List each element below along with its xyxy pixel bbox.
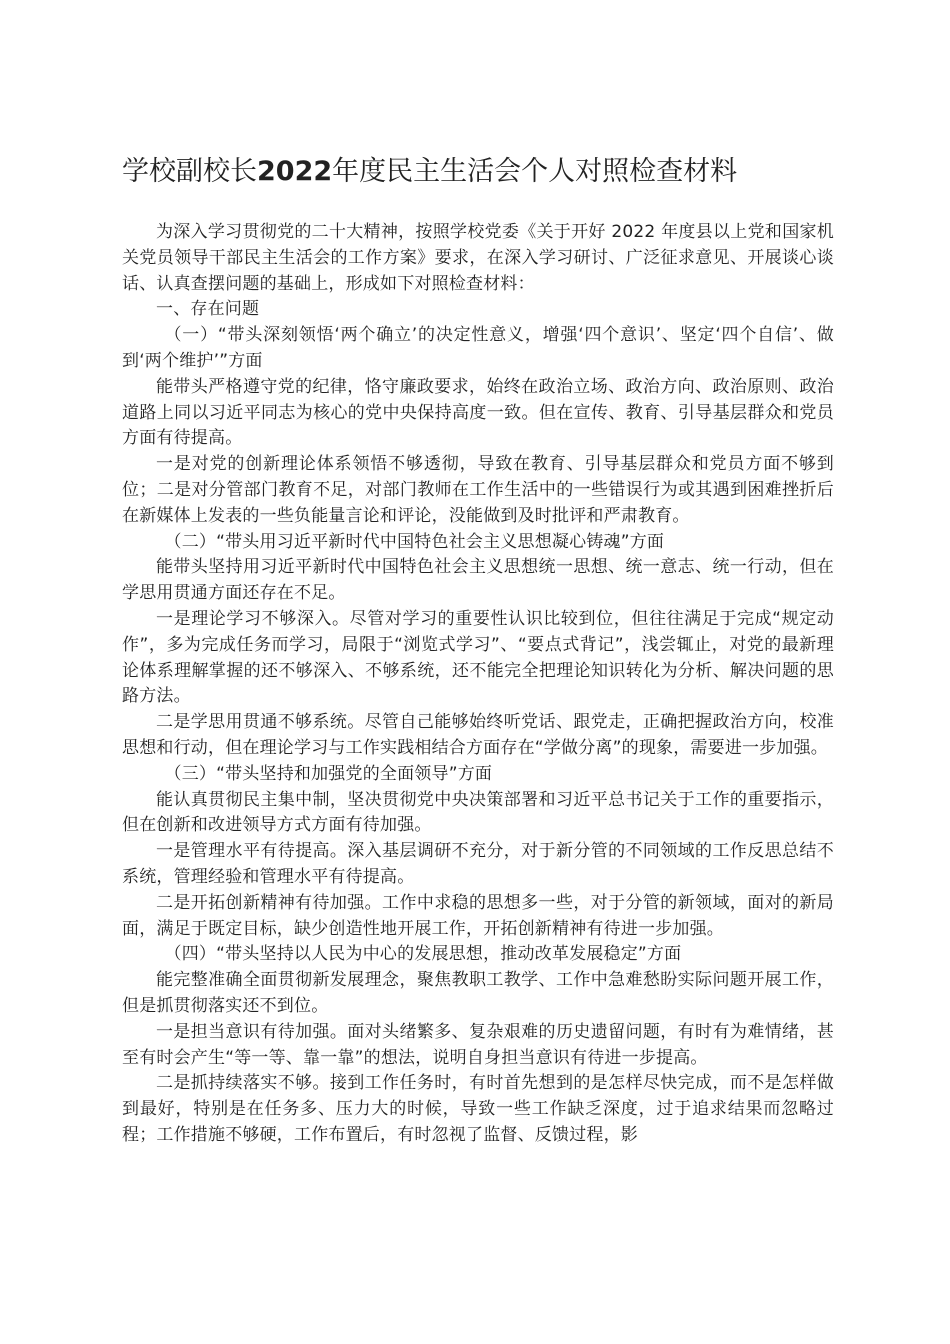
subsection-heading-2: （二）“带头用习近平新时代中国特色社会主义思想凝心铸魂”方面 xyxy=(164,531,665,552)
body-paragraph: 能带头严格遵守党的纪律，恪守廉政要求，始终在政治立场、政治方向、政治原则、政治道路上同以习近平同志为核心的党中央保持高度一致。但在宣传、教育、引导基层群众和党员方面有待提高。 xyxy=(122,376,834,449)
subsection-heading-1: （一）“带头深刻领悟‘两个确立’的决定性意义，增强‘四个意识’、坚定‘四个自信’、做到‘两个维护’”方面 xyxy=(122,325,834,371)
subsection-heading-4: （四）“带头坚持以人民为中心的发展思想，推动改革发展稳定”方面 xyxy=(164,944,682,965)
body-paragraph: 二是抓持续落实不够。接到工作任务时，有时首先想到的是怎样尽快完成，而不是怎样做到最好，特别是在任务多、压力大的时候，导致一些工作缺乏深度，过于追求结果而忽略过程；工作措施不够硬，工作布置后，有时忽视了监督、反馈过程，影 xyxy=(122,1073,834,1145)
body-paragraph: 一是管理水平有待提高。深入基层调研不充分，对于新分管的不同领域的工作反思总结不系统，管理经验和管理水平有待提高。 xyxy=(122,841,834,887)
subsection-heading-3: （三）“带头坚持和加强党的全面领导”方面 xyxy=(164,763,493,784)
title-suffix: 年度民主生活会个人对照检查材料 xyxy=(332,156,738,187)
body-paragraph: 能认真贯彻民主集中制，坚决贯彻党中央决策部署和习近平总书记关于工作的重要指示，但在创新和改进领导方式方面有待加强。 xyxy=(122,789,834,836)
body-paragraph: 二是开拓创新精神有待加强。工作中求稳的思想多一些，对于分管的新领域，面对的新局面，满足于既定目标，缺少创造性地开展工作，开拓创新精神有待进一步加强。 xyxy=(122,892,834,939)
intro-paragraph: 为深入学习贯彻党的二十大精神，按照学校党委《关于开好 2022 年度县以上党和国家机关党员领导干部民主生活会的工作方案》要求，在深入学习研讨、广泛征求意见、开展谈心谈话、认真查摆问题的基础上，形成如下对照检查材料： xyxy=(122,222,834,294)
document-page xyxy=(122,150,834,1149)
body-paragraph: 能完整准确全面贯彻新发展理念，聚焦教职工教学、工作中急难愁盼实际问题开展工作，但是抓贯彻落实还不到位。 xyxy=(122,970,834,1016)
document-title xyxy=(122,150,834,194)
title-prefix: 学校副校长 xyxy=(122,156,257,187)
body-paragraph: 二是学思用贯通不够系统。尽管自己能够始终听党话、跟党走，正确把握政治方向，校准思想和行动，但在理论学习与工作实践相结合方面存在“学做分离”的现象，需要进一步加强。 xyxy=(122,712,834,758)
body-paragraph: 一是担当意识有待加强。面对头绪繁多、复杂艰难的历史遗留问题，有时有为难情绪，甚至有时会产生“等一等、靠一靠”的想法，说明自身担当意识有待进一步提高。 xyxy=(122,1021,834,1068)
body-paragraph: 一是理论学习不够深入。尽管对学习的重要性认识比较到位，但往往满足于完成“规定动作”，多为完成任务而学习，局限于“浏览式学习”、“要点式背记”，浅尝辄止，对党的最新理论体系理解掌握的还不够深入、不够系统，还不能完全把理论知识转化为分析、解决问题的思路方法。 xyxy=(122,608,834,707)
title-year: 2022 xyxy=(257,156,333,187)
body-paragraph: 一是对党的创新理论体系领悟不够透彻，导致在教育、引导基层群众和党员方面不够到位；二是对分管部门教育不足，对部门教师在工作生活中的一些错误行为或其遇到困难挫折后在新媒体上发表的一些负能量言论和评论，没能做到及时批评和严肃教育。 xyxy=(122,454,834,526)
body-paragraph: 能带头坚持用习近平新时代中国特色社会主义思想统一思想、统一意志、统一行动，但在学思用贯通方面还存在不足。 xyxy=(122,557,834,604)
section-heading: 一、存在问题 xyxy=(156,299,260,320)
